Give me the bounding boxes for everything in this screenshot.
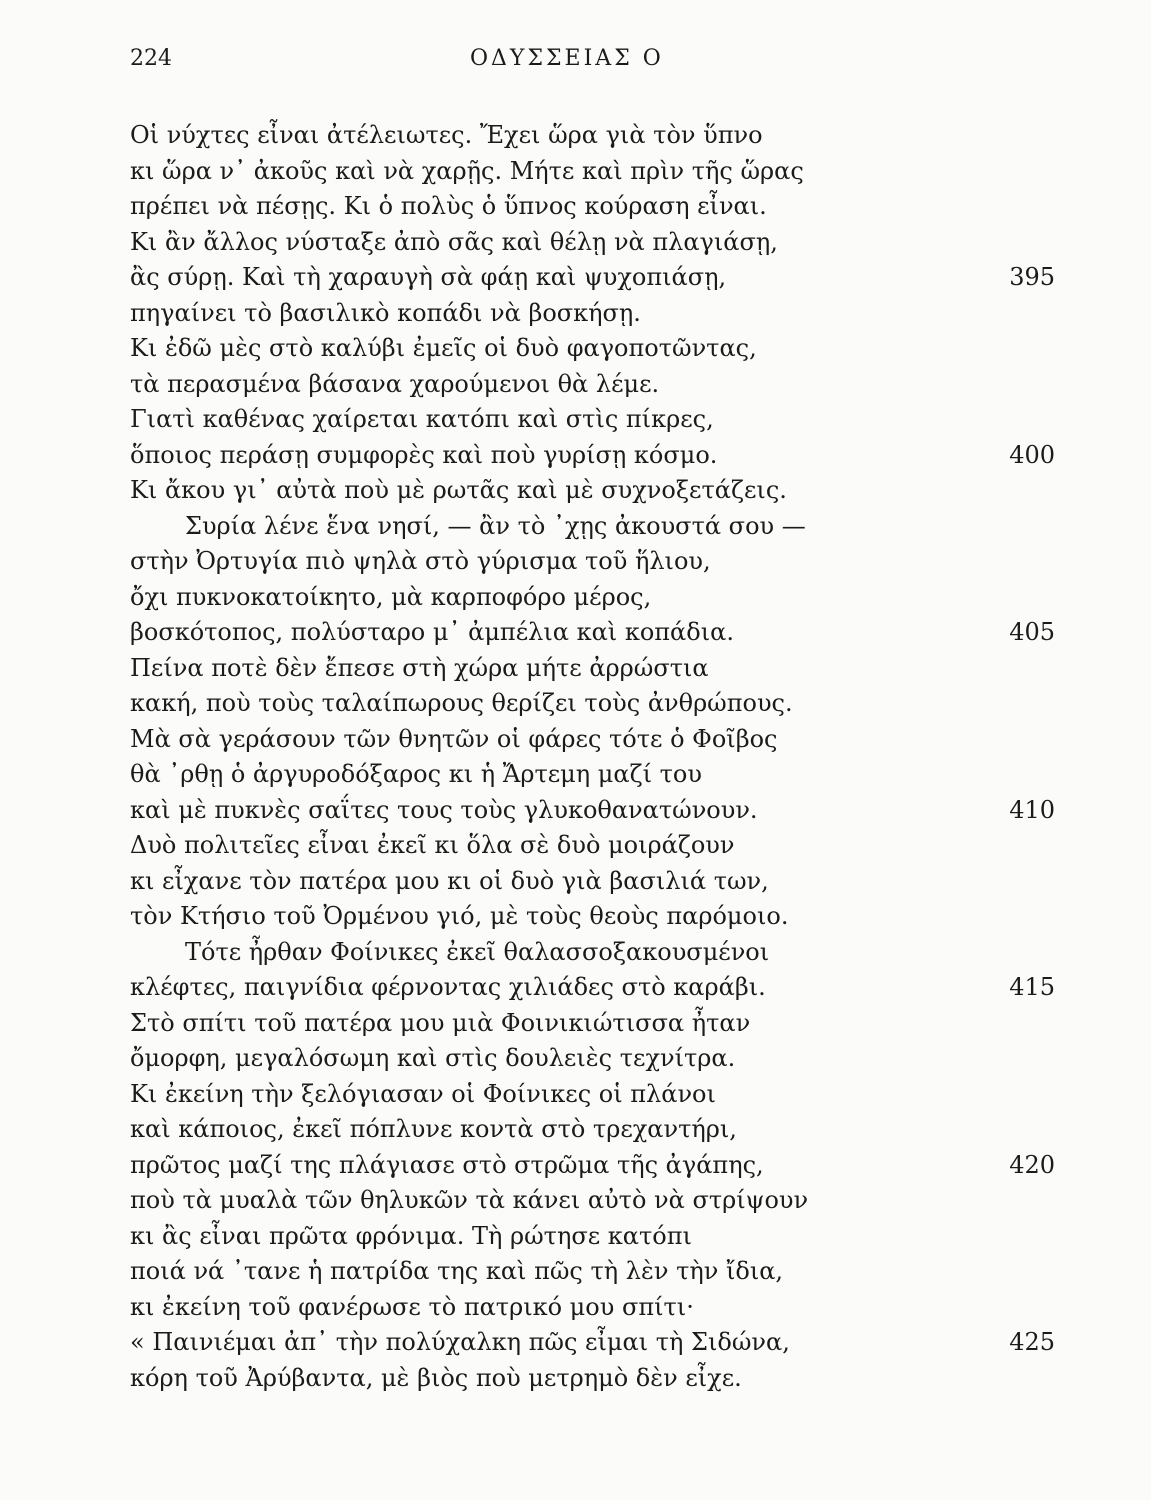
line-number: 405: [1009, 618, 1055, 646]
line-text: Κι ἐκείνη τὴν ξελόγιασαν οἱ Φοίνικες οἱ πλάνοι: [130, 1079, 716, 1108]
poem-line: [0, 154, 1151, 190]
page-header: [0, 38, 1151, 78]
line-text: θὰ ᾽ρθῃ ὁ ἀργυροδόξαρος κι ἡ Ἄρτεμη μαζί του: [130, 760, 702, 788]
line-number: 415: [1009, 973, 1055, 1001]
line-number: 420: [1009, 1150, 1055, 1179]
line-text: Στὸ σπίτι τοῦ πατέρα μου μιὰ Φοινικιώτισσα ἦταν: [130, 1008, 751, 1037]
line-text: τὸν Κτήσιο τοῦ Ὀρμένου γιό, μὲ τοὺς θεοὺς παρόμοιο.: [130, 902, 789, 930]
line-number: 410: [1009, 795, 1055, 824]
poem-line: [0, 367, 1151, 403]
line-text: Κι ἄκου γι᾽ αὐτὰ ποὺ μὲ ρωτᾶς καὶ μὲ συχνοξετάζεις.: [130, 476, 787, 504]
line-text: καὶ μὲ πυκνὲς σαΐτες τους τοὺς γλυκοθανατώνουν.: [130, 795, 758, 824]
line-text: ὅποιος περάσῃ συμφορὲς καὶ ποὺ γυρίσῃ κόσμο.: [130, 440, 718, 469]
poem-line: [0, 686, 1151, 722]
line-text: πρέπει νὰ πέσῃς. Κι ὁ πολὺς ὁ ὕπνος κούραση εἶναι.: [130, 192, 767, 220]
poem-line: [0, 1148, 1151, 1184]
poem-line: [0, 225, 1151, 261]
poem-line: [0, 935, 1151, 971]
line-text: Δυὸ πολιτεῖες εἶναι ἐκεῖ κι ὅλα σὲ δυὸ μοιράζουν: [130, 831, 735, 859]
poem-line: [0, 509, 1151, 545]
poem-line: [0, 118, 1151, 154]
line-text: Μὰ σὰ γεράσουν τῶν θνητῶν οἱ φάρες τότε ὁ Φοῖβος: [130, 724, 778, 753]
line-text: « Παινιέμαι ἀπ᾽ τὴν πολύχαλκη πῶς εἶμαι τὴ Σιδώνα,: [130, 1328, 790, 1356]
poem-line: [0, 793, 1151, 829]
line-text: κι ὥρα ν᾽ ἀκοῦς καὶ νὰ χαρῇς. Μήτε καὶ πρὶν τῆς ὥρας: [130, 156, 804, 185]
line-text: πρῶτος μαζί της πλάγιασε στὸ στρῶμα τῆς ἀγάπης,: [130, 1150, 764, 1179]
poem-line: [0, 189, 1151, 225]
poem-line: [0, 615, 1151, 651]
poem-line: [0, 1361, 1151, 1397]
line-number: 395: [1009, 263, 1055, 291]
line-text: τὰ περασμένα βάσανα χαρούμενοι θὰ λέμε.: [130, 369, 660, 398]
line-text: κλέφτες, παιγνίδια φέρνοντας χιλιάδες στὸ καράβι.: [130, 973, 766, 1001]
poem-line: [0, 1290, 1151, 1326]
poem-line: [0, 296, 1151, 332]
line-text: ὄμορφη, μεγαλόσωμη καὶ στὶς δουλειὲς τεχνίτρα.: [130, 1044, 736, 1072]
poem-line: [0, 402, 1151, 438]
page-number: 224: [130, 46, 172, 71]
line-text: Γιατὶ καθένας χαίρεται κατόπι καὶ στὶς πίκρες,: [130, 405, 714, 433]
poem-text: [0, 118, 1151, 1396]
poem-line: [0, 899, 1151, 935]
poem-line: [0, 1183, 1151, 1219]
line-text: κι εἶχανε τὸν πατέρα μου κι οἱ δυὸ γιὰ βασιλιά των,: [130, 866, 769, 895]
poem-line: [0, 1219, 1151, 1255]
line-text: κακή, ποὺ τοὺς ταλαίπωρους θερίζει τοὺς ἀνθρώπους.: [130, 689, 793, 717]
poem-line: [0, 970, 1151, 1006]
line-text: κόρη τοῦ Ἀρύβαντα, μὲ βιὸς ποὺ μετρημὸ δὲν εἶχε.: [130, 1363, 742, 1392]
poem-line: [0, 1006, 1151, 1042]
poem-line: [0, 544, 1151, 580]
poem-line: [0, 1325, 1151, 1361]
poem-line: [0, 1112, 1151, 1148]
line-text: ποιά νά ᾽τανε ἡ πατρίδα της καὶ πῶς τὴ λὲν τὴν ἴδια,: [130, 1257, 784, 1285]
poem-line: [0, 473, 1151, 509]
line-text: ἂς σύρῃ. Καὶ τὴ χαραυγὴ σὰ φάῃ καὶ ψυχοπιάσῃ,: [130, 263, 727, 291]
line-text: Κι ἂν ἄλλος νύσταξε ἀπὸ σᾶς καὶ θέλῃ νὰ πλαγιάσῃ,: [130, 227, 778, 256]
poem-line: [0, 828, 1151, 864]
line-number: 425: [1009, 1328, 1055, 1356]
line-text: κι ἐκείνη τοῦ φανέρωσε τὸ πατρικό μου σπίτι·: [130, 1292, 694, 1321]
line-text: Κι ἐδῶ μὲς στὸ καλύβι ἐμεῖς οἱ δυὸ φαγοποτῶντας,: [130, 334, 757, 362]
poem-line: [0, 438, 1151, 474]
line-text: βοσκότοπος, πολύσταρο μ᾽ ἀμπέλια καὶ κοπάδια.: [130, 618, 734, 646]
line-text: Συρία λένε ἕνα νησί, — ἂν τὸ ᾽χῃς ἀκουστά σου —: [185, 511, 806, 540]
poem-line: [0, 580, 1151, 616]
line-text: καὶ κάποιος, ἐκεῖ πόπλυνε κοντὰ στὸ τρεχαντήρι,: [130, 1115, 737, 1143]
line-number: 400: [1009, 440, 1055, 469]
poem-line: [0, 260, 1151, 296]
poem-line: [0, 1077, 1151, 1113]
line-text: ὄχι πυκνοκατοίκητο, μὰ καρποφόρο μέρος,: [130, 582, 652, 611]
line-text: Οἱ νύχτες εἶναι ἀτέλειωτες. Ἔχει ὥρα γιὰ τὸν ὕπνο: [130, 121, 763, 149]
line-text: πηγαίνει τὸ βασιλικὸ κοπάδι νὰ βοσκήσῃ.: [130, 298, 641, 327]
poem-line: [0, 1041, 1151, 1077]
poem-line: [0, 331, 1151, 367]
line-text: Πείνα ποτὲ δὲν ἔπεσε στὴ χώρα μήτε ἀρρώστια: [130, 653, 709, 682]
poem-line: [0, 757, 1151, 793]
poem-line: [0, 864, 1151, 900]
poem-line: [0, 651, 1151, 687]
running-title: ΟΔΥΣΣΕΙΑΣ Ο: [470, 46, 664, 71]
line-text: ποὺ τὰ μυαλὰ τῶν θηλυκῶν τὰ κάνει αὐτὸ νὰ στρίψουν: [130, 1186, 809, 1214]
line-text: κι ἂς εἶναι πρῶτα φρόνιμα. Τὴ ρώτησε κατόπι: [130, 1221, 692, 1250]
poem-line: [0, 1254, 1151, 1290]
line-text: στὴν Ὀρτυγία πιὸ ψηλὰ στὸ γύρισμα τοῦ ἥλιου,: [130, 547, 711, 575]
line-text: Τότε ἦρθαν Φοίνικες ἐκεῖ θαλασσοξακουσμένοι: [185, 937, 770, 966]
poem-line: [0, 722, 1151, 758]
